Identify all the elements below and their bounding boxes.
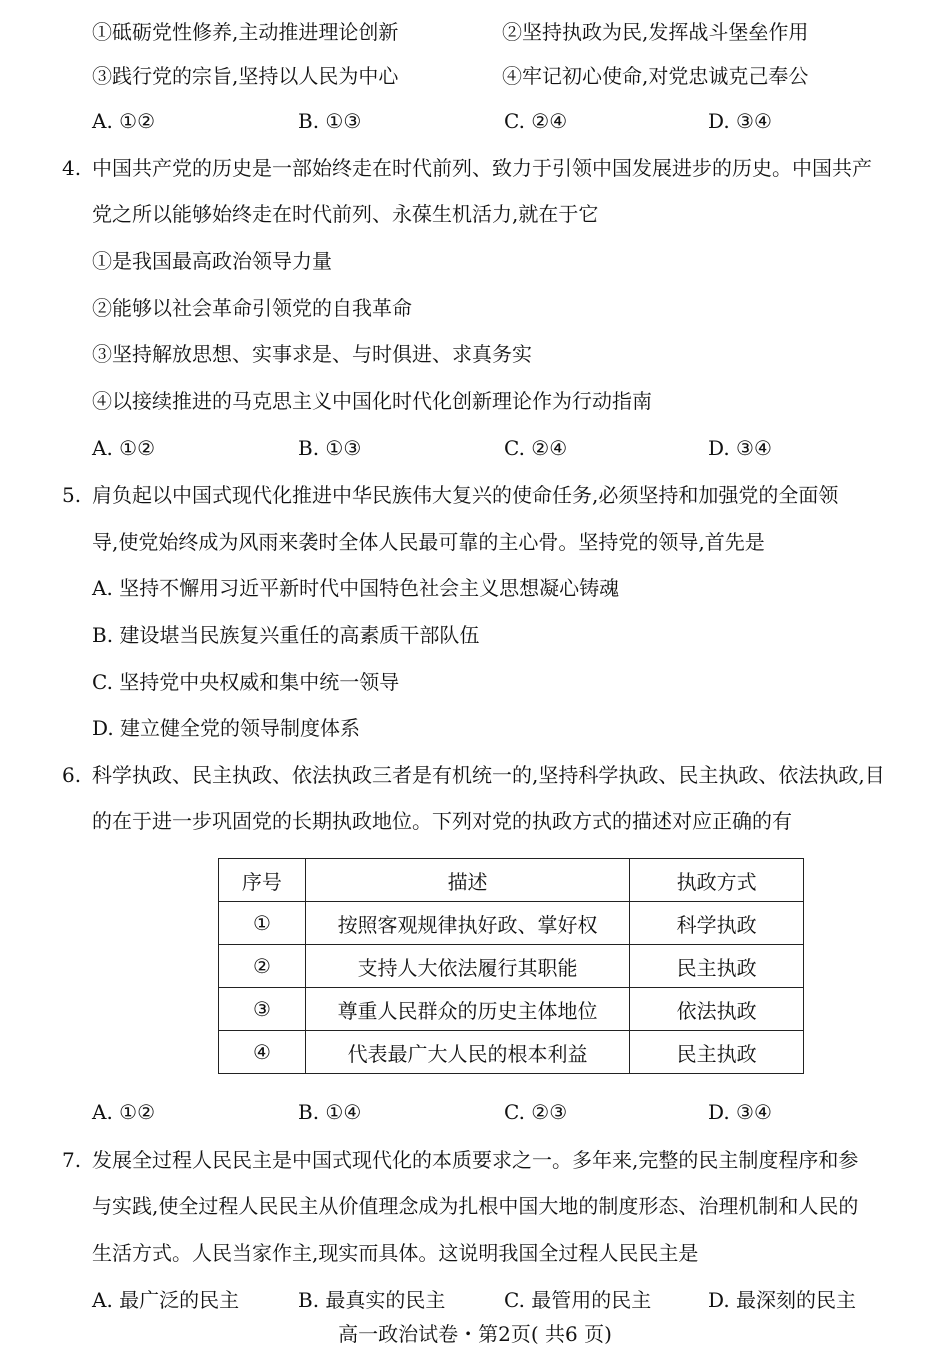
q6-option-c[interactable]: C. ②③ — [504, 1100, 568, 1124]
page-footer: 高一政治试卷・第2页( 共6 页) — [338, 1322, 612, 1346]
q6-table-cell-description: 代表最广大人民的根本利益 — [305, 1031, 629, 1074]
q3-option-c[interactable]: C. ②④ — [504, 109, 568, 133]
table-row — [219, 1031, 804, 1074]
q4-option-d[interactable]: D. ③④ — [708, 436, 772, 460]
q3-options — [92, 107, 912, 135]
q4-item-4: ④以接续推进的马克思主义中国化时代化创新理论作为行动指南 — [92, 389, 652, 413]
q4-options — [92, 434, 912, 462]
q4-number: 4. — [62, 156, 82, 180]
q7-option-c[interactable]: C. 最管用的民主 — [504, 1288, 652, 1312]
q6-stem-line-2: 的在于进一步巩固党的长期执政地位。下列对党的执政方式的描述对应正确的有 — [92, 809, 792, 833]
q3-item-2: ②坚持执政为民,发挥战斗堡垒作用 — [502, 20, 809, 44]
q4-item-3: ③坚持解放思想、实事求是、与时俱进、求真务实 — [92, 342, 532, 366]
table-row — [219, 945, 804, 988]
q6-table — [218, 858, 804, 1074]
q7-stem-line-2: 与实践,使全过程人民民主从价值理念成为扎根中国大地的制度形态、治理机制和人民的 — [92, 1194, 859, 1218]
q5-option-a[interactable]: A. 坚持不懈用习近平新时代中国特色社会主义思想凝心铸魂 — [92, 576, 620, 600]
q7-stem-line-3: 生活方式。人民当家作主,现实而具体。这说明我国全过程人民民主是 — [92, 1241, 699, 1265]
q6-table-header-number: 序号 — [219, 859, 306, 902]
q6-option-a[interactable]: A. ①② — [92, 1100, 156, 1124]
q6-options — [92, 1098, 912, 1126]
q6-number: 6. — [62, 763, 82, 787]
q5-option-b[interactable]: B. 建设堪当民族复兴重任的高素质干部队伍 — [92, 623, 480, 647]
q6-table-cell-description: 支持人大依法履行其职能 — [305, 945, 629, 988]
q6-stem-line-1: 科学执政、民主执政、依法执政三者是有机统一的,坚持科学执政、民主执政、依法执政,目 — [92, 763, 885, 787]
q6-table-header-description: 描述 — [305, 859, 629, 902]
q6-table-cell-number: ④ — [219, 1031, 306, 1074]
q5-number: 5. — [62, 483, 82, 507]
q4-option-a[interactable]: A. ①② — [92, 436, 156, 460]
q6-table-cell-method: 依法执政 — [630, 988, 804, 1031]
q4-stem-line-2: 党之所以能够始终走在时代前列、永葆生机活力,就在于它 — [92, 202, 599, 226]
q5-option-c[interactable]: C. 坚持党中央权威和集中统一领导 — [92, 670, 400, 694]
q5-option-d[interactable]: D. 建立健全党的领导制度体系 — [92, 716, 361, 740]
q6-table-cell-number: ① — [219, 902, 306, 945]
q4-option-c[interactable]: C. ②④ — [504, 436, 568, 460]
q6-table-cell-method: 民主执政 — [630, 945, 804, 988]
q3-item-1: ①砥砺党性修养,主动推进理论创新 — [92, 20, 399, 44]
q7-option-d[interactable]: D. 最深刻的民主 — [708, 1288, 857, 1312]
q4-stem-line-1: 中国共产党的历史是一部始终走在时代前列、致力于引领中国发展进步的历史。中国共产 — [92, 156, 872, 180]
q7-stem-line-1: 发展全过程人民民主是中国式现代化的本质要求之一。多年来,完整的民主制度程序和参 — [92, 1148, 859, 1172]
q7-number: 7. — [62, 1148, 82, 1172]
q6-table-cell-method: 民主执政 — [630, 1031, 804, 1074]
q4-item-2: ②能够以社会革命引领党的自我革命 — [92, 296, 412, 320]
q3-item-4: ④牢记初心使命,对党忠诚克己奉公 — [502, 64, 809, 88]
q7-options — [92, 1286, 912, 1314]
q3-item-3: ③践行党的宗旨,坚持以人民为中心 — [92, 64, 399, 88]
q3-option-b[interactable]: B. ①③ — [298, 109, 362, 133]
q5-stem-line-2: 导,使党始终成为风雨来袭时全体人民最可靠的主心骨。坚持党的领导,首先是 — [92, 530, 765, 554]
table-row — [219, 988, 804, 1031]
q6-table-header-method: 执政方式 — [630, 859, 804, 902]
q6-table-cell-number: ② — [219, 945, 306, 988]
q6-table-cell-number: ③ — [219, 988, 306, 1031]
q3-option-d[interactable]: D. ③④ — [708, 109, 772, 133]
q6-table-cell-method: 科学执政 — [630, 902, 804, 945]
q7-option-a[interactable]: A. 最广泛的民主 — [92, 1288, 240, 1312]
q7-option-b[interactable]: B. 最真实的民主 — [298, 1288, 446, 1312]
q6-option-b[interactable]: B. ①④ — [298, 1100, 362, 1124]
q3-option-a[interactable]: A. ①② — [92, 109, 156, 133]
q4-option-b[interactable]: B. ①③ — [298, 436, 362, 460]
q6-table-cell-description: 尊重人民群众的历史主体地位 — [305, 988, 629, 1031]
q6-option-d[interactable]: D. ③④ — [708, 1100, 772, 1124]
q5-stem-line-1: 肩负起以中国式现代化推进中华民族伟大复兴的使命任务,必须坚持和加强党的全面领 — [92, 483, 839, 507]
q6-table-header-row — [219, 859, 804, 902]
q6-table-cell-description: 按照客观规律执好政、掌好权 — [305, 902, 629, 945]
table-row — [219, 902, 804, 945]
q4-item-1: ①是我国最高政治领导力量 — [92, 249, 332, 273]
